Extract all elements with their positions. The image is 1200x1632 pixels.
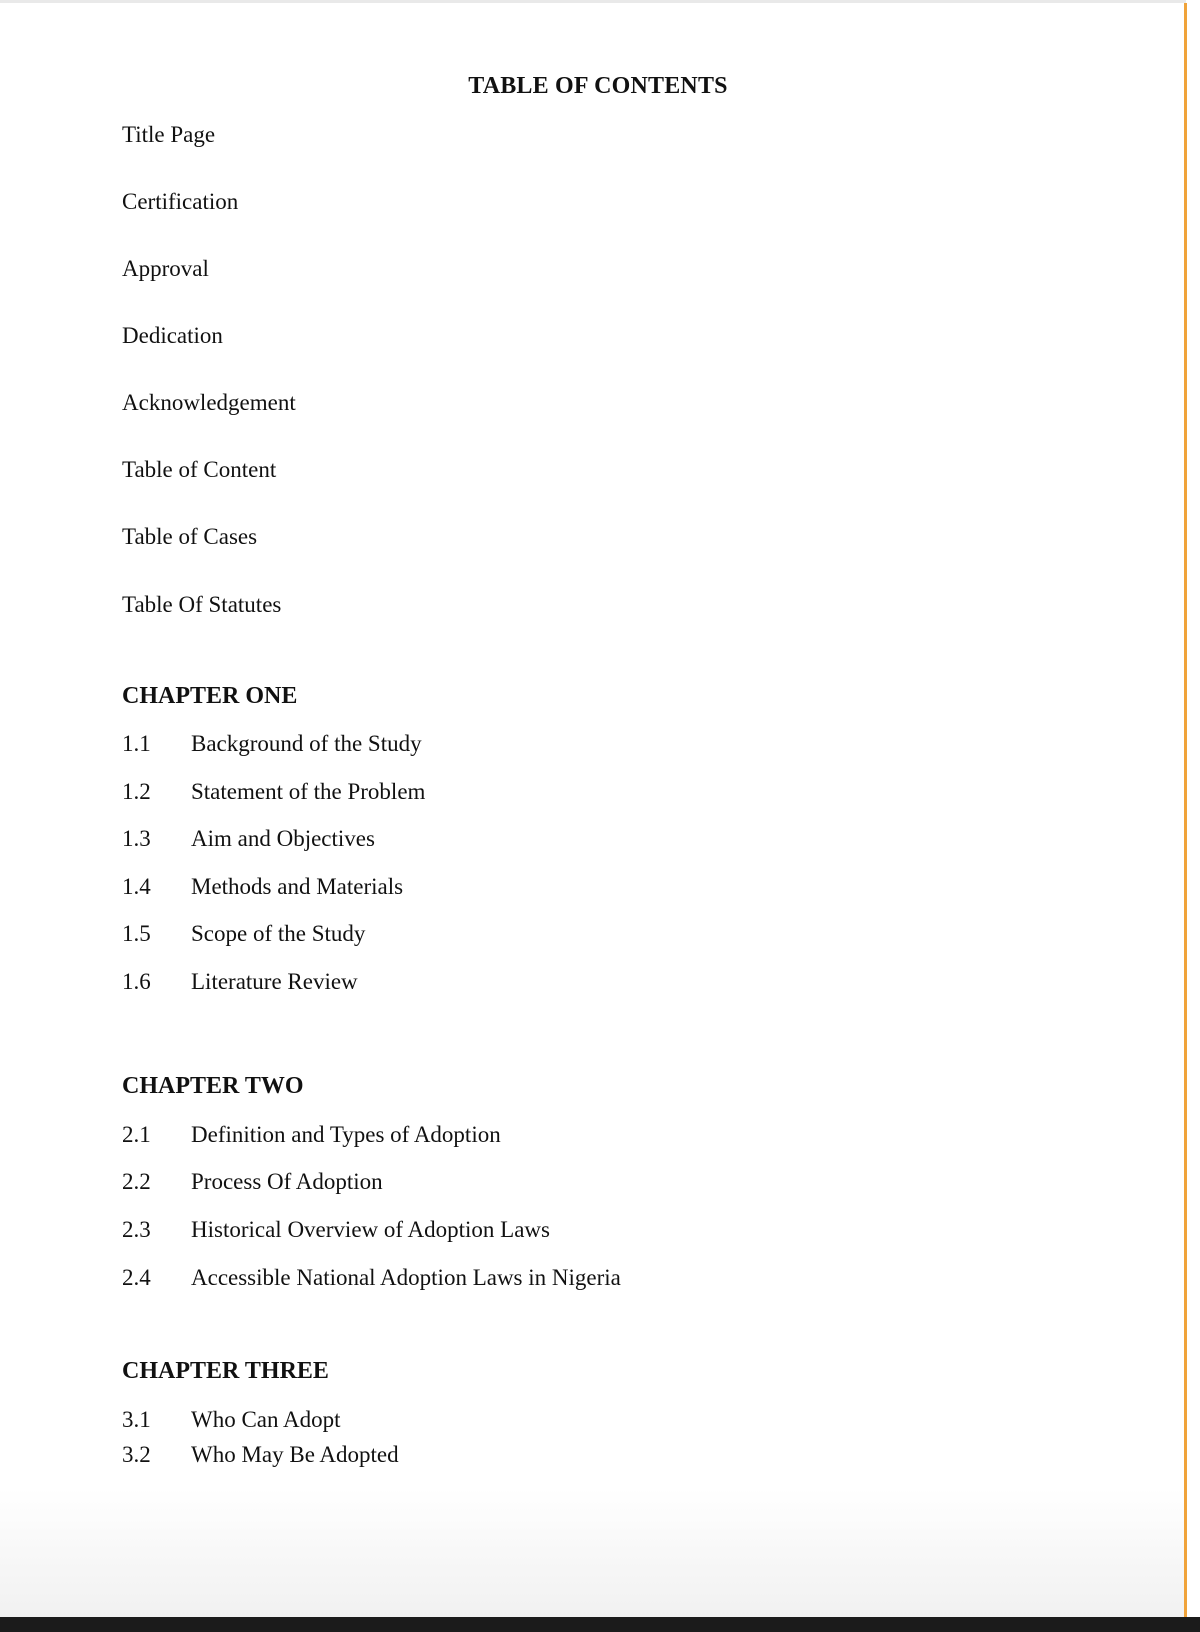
toc-entry-table-of-statutes: Table Of Statutes	[122, 592, 282, 617]
toc-section-row	[122, 1406, 341, 1434]
section-number: 2.3	[122, 1217, 151, 1242]
section-number: 2.4	[122, 1265, 151, 1290]
section-number: 1.2	[122, 779, 151, 804]
section-title: Historical Overview of Adoption Laws	[191, 1217, 550, 1242]
chapter-heading-one: CHAPTER ONE	[122, 683, 298, 709]
chapter-heading-three: CHAPTER THREE	[122, 1358, 329, 1384]
toc-section-row	[122, 1441, 399, 1469]
toc-entry-dedication: Dedication	[122, 323, 223, 348]
toc-section-row	[122, 730, 422, 758]
section-title: Scope of the Study	[191, 921, 366, 946]
toc-section-row	[122, 1121, 501, 1149]
section-number: 1.5	[122, 921, 151, 946]
section-title: Background of the Study	[191, 731, 422, 756]
section-number: 2.2	[122, 1169, 151, 1194]
section-title: Accessible National Adoption Laws in Nigeria	[191, 1265, 621, 1290]
toc-entry-acknowledgement: Acknowledgement	[122, 390, 296, 415]
toc-section-row	[122, 873, 403, 901]
toc-section-row	[122, 1216, 550, 1244]
section-number: 3.2	[122, 1442, 151, 1467]
toc-section-row	[122, 778, 425, 806]
section-title: Literature Review	[191, 969, 358, 994]
chapter-heading-two: CHAPTER TWO	[122, 1073, 304, 1099]
section-number: 2.1	[122, 1122, 151, 1147]
toc-entry-table-of-cases: Table of Cases	[122, 524, 258, 549]
section-title: Who May Be Adopted	[191, 1442, 399, 1467]
section-title: Process Of Adoption	[191, 1169, 383, 1194]
toc-entry-certification: Certification	[122, 189, 239, 214]
toc-entry-table-of-content: Table of Content	[122, 457, 277, 482]
window-margin	[1187, 0, 1200, 1632]
toc-section-row	[122, 1264, 621, 1292]
toc-entry-approval: Approval	[122, 256, 209, 281]
toc-entry-title-page: Title Page	[122, 122, 216, 147]
document-page	[0, 3, 1186, 1617]
page-title: TABLE OF CONTENTS	[468, 73, 728, 99]
toc-section-row	[122, 825, 375, 853]
bottom-bar	[0, 1617, 1200, 1632]
toc-section-row	[122, 968, 358, 996]
section-title: Methods and Materials	[191, 874, 404, 899]
toc-section-row	[122, 1168, 383, 1196]
section-title: Definition and Types of Adoption	[191, 1122, 501, 1147]
toc-section-row	[122, 920, 365, 948]
section-title: Aim and Objectives	[191, 826, 375, 851]
section-number: 3.1	[122, 1407, 151, 1432]
section-title: Statement of the Problem	[191, 779, 426, 804]
section-number: 1.4	[122, 874, 151, 899]
section-title: Who Can Adopt	[191, 1407, 341, 1432]
section-number: 1.3	[122, 826, 151, 851]
section-number: 1.1	[122, 731, 151, 756]
section-number: 1.6	[122, 969, 151, 994]
